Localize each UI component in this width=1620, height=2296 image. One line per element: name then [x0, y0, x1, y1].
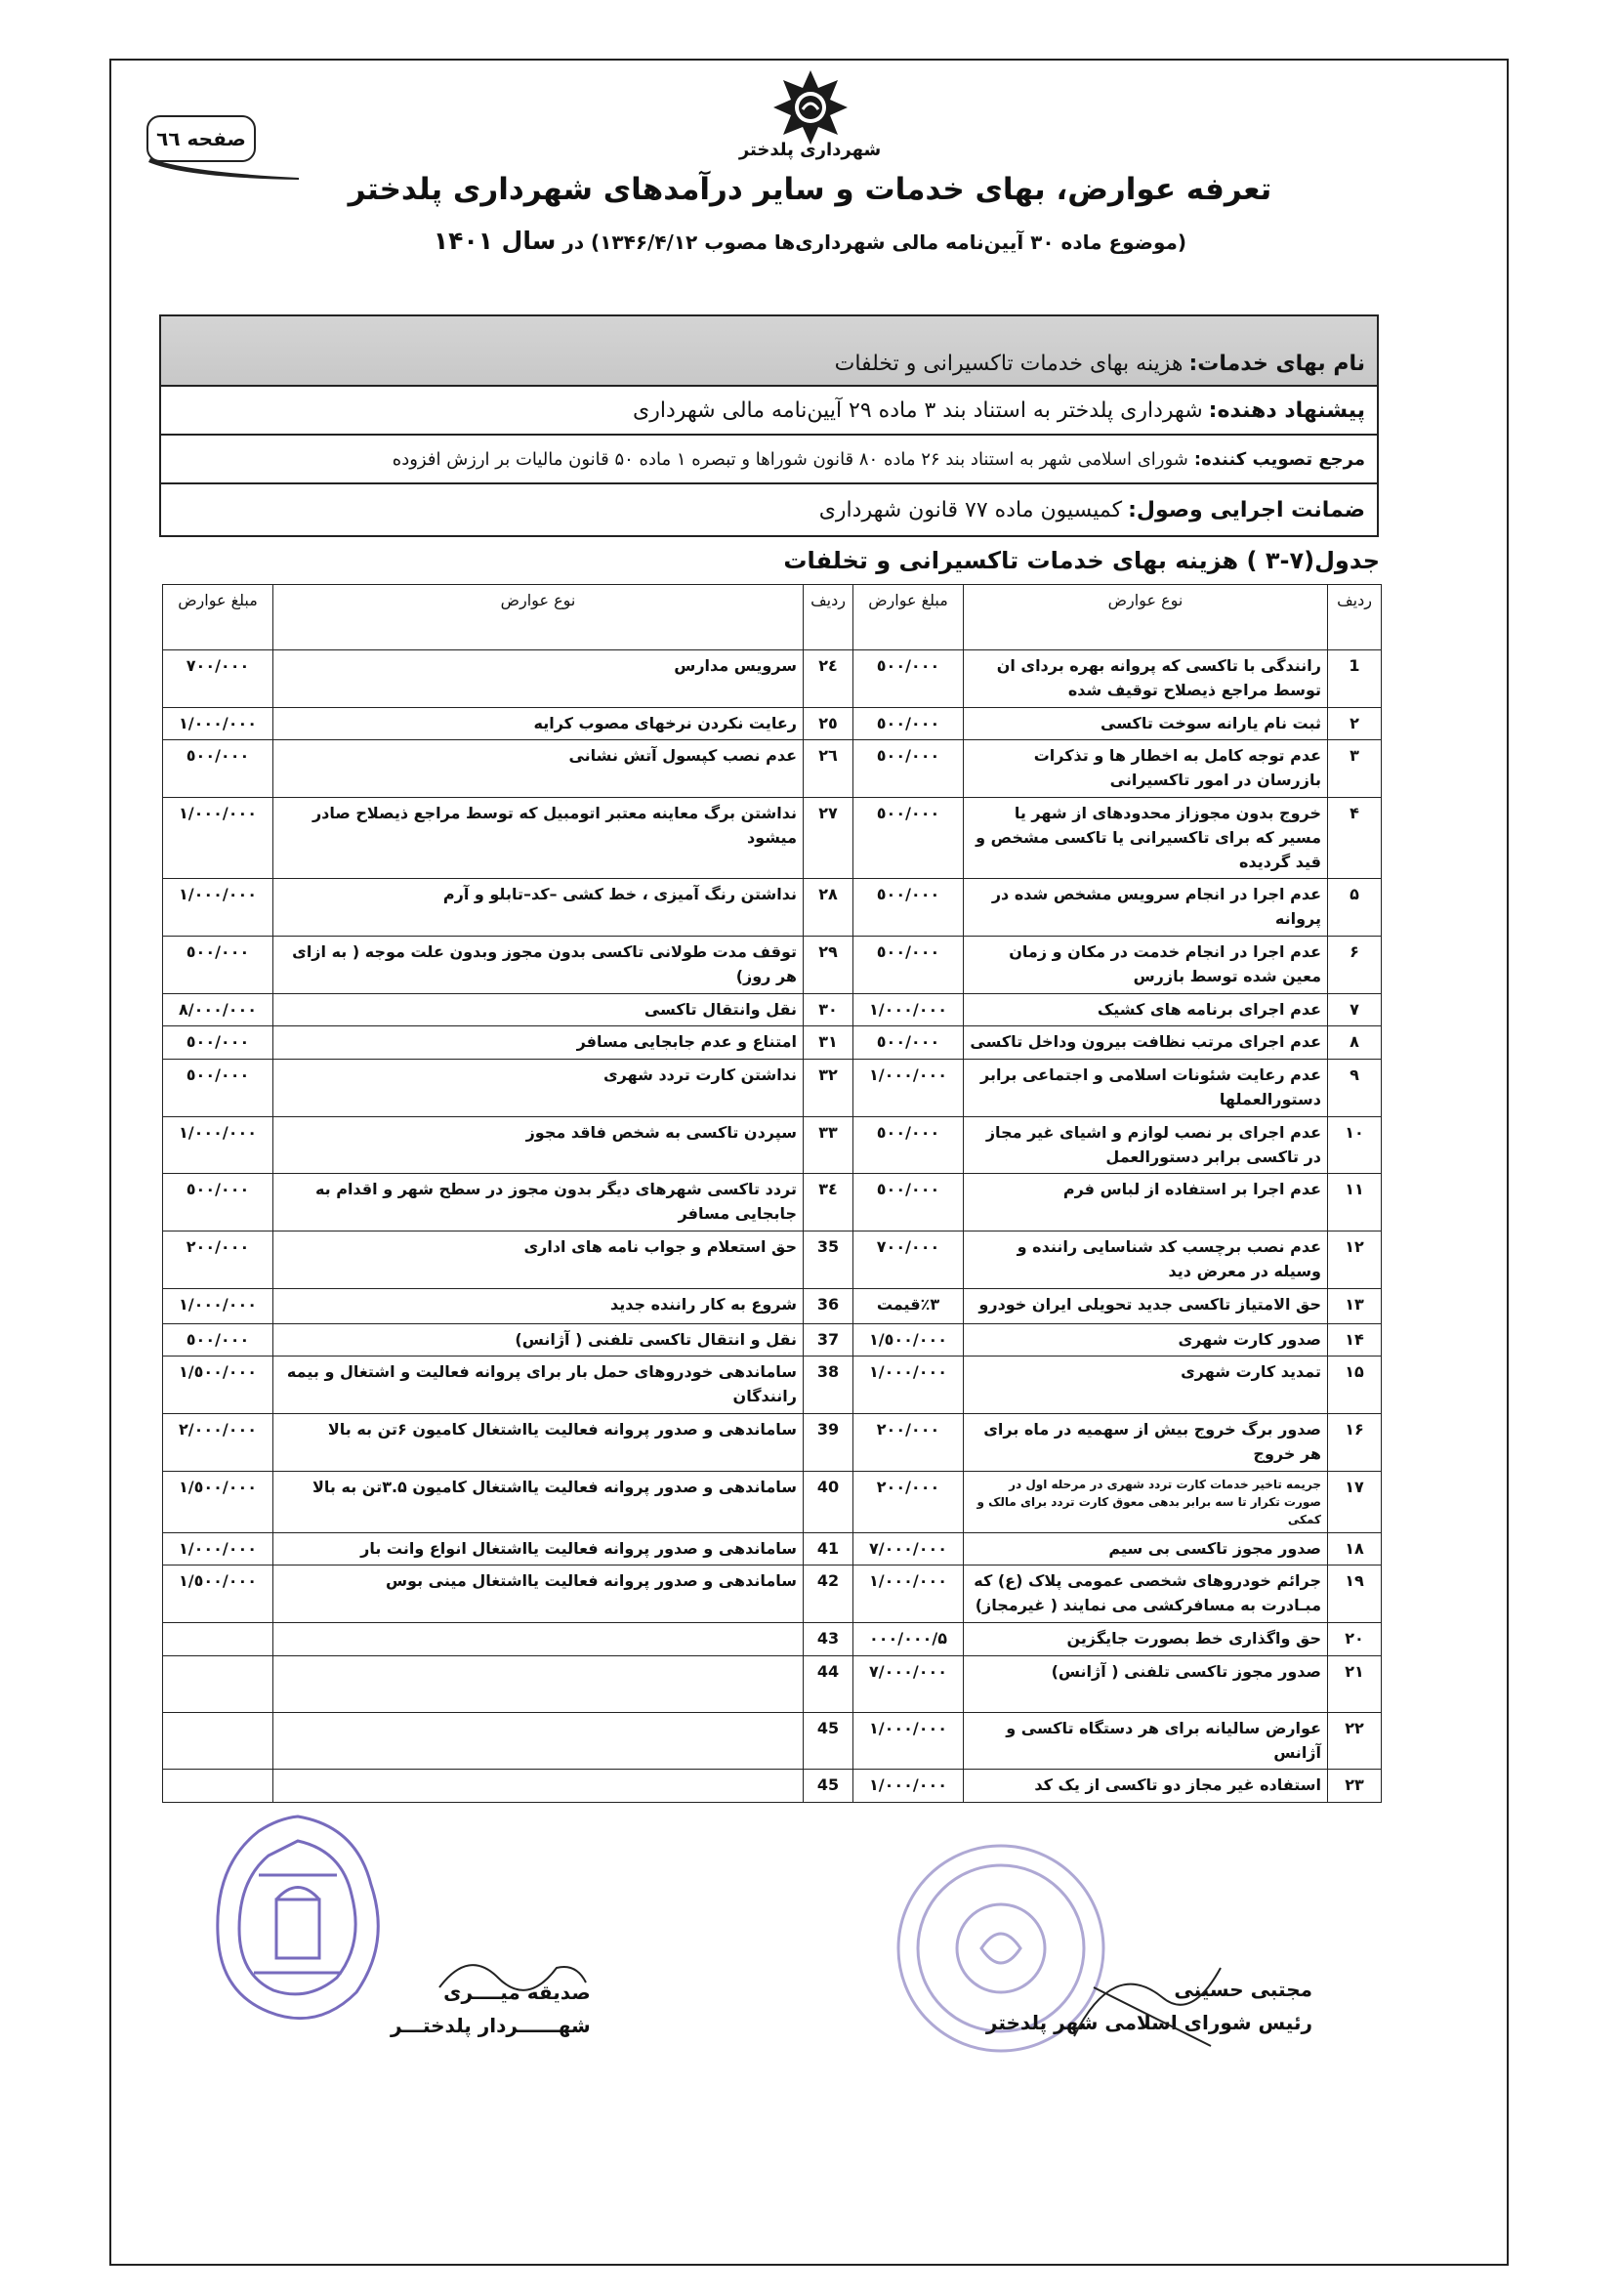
row-description: عدم اجرا بر استفاده از لباس فرم — [964, 1174, 1328, 1231]
table-row — [163, 1712, 1382, 1770]
table-header-row — [163, 585, 1382, 650]
row-number: ٣ — [1328, 740, 1382, 798]
row-number: ١٩ — [1328, 1565, 1382, 1623]
row-description: حق واگذاری خط بصورت جایگزین — [964, 1622, 1328, 1655]
row-number-2: 45 — [804, 1712, 853, 1770]
row-amount-2: ٥٠٠/٠٠٠ — [163, 740, 273, 798]
row-number: ۵ — [1328, 879, 1382, 937]
municipality-logo — [771, 68, 850, 146]
row-amount-2: ٥٠٠/٠٠٠ — [163, 1174, 273, 1231]
council-head-title: رئیس شورای اسلامی شهر پلدختر — [985, 2011, 1312, 2034]
table-row — [163, 1770, 1382, 1803]
row-description-2 — [273, 1655, 804, 1712]
row-description-2: نداشتن برگ معاینه معتبر اتومبیل که توسط مراجع ذیصلاح صادر میشود — [273, 797, 804, 878]
row-description-2 — [273, 1770, 804, 1803]
row-description-2: نداشتن رنگ آمیزی ، خط کشی –کد–تابلو و آرم — [273, 879, 804, 937]
row-amount-2: ١/٠٠٠/٠٠٠ — [163, 1116, 273, 1174]
row-fee: ٢٠٠/٠٠٠ — [853, 1471, 964, 1532]
row-number-2: ٣٤ — [804, 1174, 853, 1231]
table-row — [163, 1471, 1382, 1532]
table-row — [163, 707, 1382, 740]
row-number: ٢٠ — [1328, 1622, 1382, 1655]
row-number: ٢٢ — [1328, 1712, 1382, 1770]
table-row — [163, 879, 1382, 937]
approver-value: شورای اسلامی شهر به استناد بند ٢۶ ماده ٨٠ قانون شوراها و تبصره ١ ماده ۵٠ قانون مالیات بر ارزش افزوده — [392, 448, 1188, 470]
row-number: ٩ — [1328, 1060, 1382, 1117]
guarantee-row — [161, 484, 1377, 535]
row-number-2: 41 — [804, 1532, 853, 1565]
row-number-2: 39 — [804, 1413, 853, 1471]
row-fee: ٧٠٠/٠٠٠ — [853, 1231, 964, 1288]
document-subtitle — [0, 227, 1620, 255]
row-fee: ١/٠٠٠/٠٠٠ — [853, 1565, 964, 1623]
row-description: عدم اجرای برنامه های کشیک — [964, 993, 1328, 1026]
header-radif: ردیف — [1328, 585, 1382, 650]
row-number: ٨ — [1328, 1026, 1382, 1060]
subtitle-year: سال ١۴٠١ — [433, 227, 557, 255]
table-row — [163, 936, 1382, 993]
table-row — [163, 1655, 1382, 1712]
row-description: عدم اجرای مرتب نظافت بیرون وداخل تاکسی — [964, 1026, 1328, 1060]
row-amount-2 — [163, 1622, 273, 1655]
row-amount-2: ٥٠٠/٠٠٠ — [163, 1323, 273, 1357]
table-title: جدول(٧-٣ ) هزینه بهای خدمات تاکسیرانی و تخلفات — [783, 547, 1380, 574]
row-number-2: ٢٨ — [804, 879, 853, 937]
row-amount-2: ٥٠٠/٠٠٠ — [163, 1026, 273, 1060]
service-info-box — [159, 314, 1379, 537]
service-name-label: نام بهای خدمات: — [1188, 351, 1365, 376]
row-number: ١٢ — [1328, 1231, 1382, 1288]
row-amount-2 — [163, 1712, 273, 1770]
row-number: ۶ — [1328, 936, 1382, 993]
service-name-row — [161, 316, 1377, 387]
row-description-2: نقل و انتقال تاکسی تلفنی ( آژانس) — [273, 1323, 804, 1357]
row-amount-2: ١/٠٠٠/٠٠٠ — [163, 707, 273, 740]
table-row — [163, 1357, 1382, 1414]
row-description: خروج بدون مجوزاز محدودهای از شهر یا مسیر که برای تاکسیرانی یا تاکسی مشخص و قید گردیده — [964, 797, 1328, 878]
row-description: جریمه تاخیر خدمات کارت تردد شهری در مرحله اول در صورت تکرار تا سه برابر بدهی معوق کارت تردد برای مالک و کمکی — [964, 1471, 1328, 1532]
row-number-2: 40 — [804, 1471, 853, 1532]
row-description-2: ساماندهی و صدور پروانه فعالیت یااشتغال مینی بوس — [273, 1565, 804, 1623]
row-fee: ٧/٠٠٠/٠٠٠ — [853, 1655, 964, 1712]
row-fee: ٧/٠٠٠/٠٠٠ — [853, 1532, 964, 1565]
row-number-2: 35 — [804, 1231, 853, 1288]
table-row — [163, 1323, 1382, 1357]
row-amount-2 — [163, 1655, 273, 1712]
guarantee-value: کمیسیون ماده ٧٧ قانون شهرداری — [818, 497, 1123, 522]
service-name-value: هزینه بهای خدمات تاکسیرانی و تخلفات — [834, 351, 1184, 376]
row-description-2: نقل وانتقال تاکسی — [273, 993, 804, 1026]
row-description: جرائم خودروهای شخصی عمومی پلاک (ع) که مبـادرت به مسافرکشی می نمایند ( غیرمجاز) — [964, 1565, 1328, 1623]
row-fee: ٥٠٠/٠٠٠ — [853, 1116, 964, 1174]
row-amount-2: ١/٠٠٠/٠٠٠ — [163, 879, 273, 937]
table-row — [163, 650, 1382, 708]
row-amount-2: ١/٠٠٠/٠٠٠ — [163, 1532, 273, 1565]
row-number: ١٠ — [1328, 1116, 1382, 1174]
table-row — [163, 1622, 1382, 1655]
table-row — [163, 1532, 1382, 1565]
row-number-2: 37 — [804, 1323, 853, 1357]
row-amount-2: ٧٠٠/٠٠٠ — [163, 650, 273, 708]
row-description: تمدید کارت شهری — [964, 1357, 1328, 1414]
row-amount-2: ١/٠٠٠/٠٠٠ — [163, 1288, 273, 1323]
mayor-handwritten-signature — [430, 1939, 596, 2007]
row-description: صدور مجوز تاکسی بی سیم — [964, 1532, 1328, 1565]
row-number: ٧ — [1328, 993, 1382, 1026]
row-description-2: شروع به کار راننده جدید — [273, 1288, 804, 1323]
table-row — [163, 1116, 1382, 1174]
row-fee: ١/٠٠٠/٠٠٠ — [853, 1770, 964, 1803]
row-description-2: سپردن تاکسی به شخص فاقد مجوز — [273, 1116, 804, 1174]
row-description-2: توقف مدت طولانی تاکسی بدون مجوز وبدون علت موجه ( به ازای هر روز) — [273, 936, 804, 993]
row-number-2: ٣١ — [804, 1026, 853, 1060]
row-amount-2: ٢٠٠/٠٠٠ — [163, 1231, 273, 1288]
row-description: ثبت نام یارانه سوخت تاکسی — [964, 707, 1328, 740]
guarantee-label: ضمانت اجرایی وصول: — [1128, 497, 1365, 522]
row-amount-2: ١/٥٠٠/٠٠٠ — [163, 1565, 273, 1623]
table-row — [163, 1026, 1382, 1060]
row-description-2: سرویس مدارس — [273, 650, 804, 708]
row-number-2: 43 — [804, 1622, 853, 1655]
row-description-2: ساماندهی و صدور پروانه فعالیت یااشتغال انواع وانت بار — [273, 1532, 804, 1565]
row-number-2: 38 — [804, 1357, 853, 1414]
subtitle-text: (موضوع ماده ٣٠ آیین‌نامه مالی شهرداری‌ها مصوب ١٣۴۶/۴/١٢) در — [562, 230, 1187, 254]
row-fee: ٢٠٠/٠٠٠ — [853, 1413, 964, 1471]
row-number-2: 36 — [804, 1288, 853, 1323]
row-number: ١٣ — [1328, 1288, 1382, 1323]
row-description: حق الامتیاز تاکسی جدید تحویلی ایران خودرو — [964, 1288, 1328, 1323]
table-row — [163, 1231, 1382, 1288]
row-description-2: ساماندهی و صدور پروانه فعالیت یااشتغال کامیون ۶تن به بالا — [273, 1413, 804, 1471]
row-number-2: ٢٤ — [804, 650, 853, 708]
row-fee: ٥٠٠/٠٠٠ — [853, 1174, 964, 1231]
row-description-2: عدم نصب کپسول آتش نشانی — [273, 740, 804, 798]
row-fee: ٥٠٠/٠٠٠ — [853, 879, 964, 937]
row-number-2: 44 — [804, 1655, 853, 1712]
row-amount-2 — [163, 1770, 273, 1803]
row-number: ٢١ — [1328, 1655, 1382, 1712]
table-row — [163, 1288, 1382, 1323]
row-fee: ٥٠٠/٠٠٠ — [853, 707, 964, 740]
table-row — [163, 740, 1382, 798]
row-number: ١٨ — [1328, 1532, 1382, 1565]
row-description: عدم توجه کامل به اخطار ها و تذکرات بازرسان در امور تاکسیرانی — [964, 740, 1328, 798]
row-number-2: ٢٧ — [804, 797, 853, 878]
row-fee: ٥٠٠/٠٠٠ — [853, 1026, 964, 1060]
row-number-2: ٢٩ — [804, 936, 853, 993]
council-head-name: مجتبی حسینی — [1174, 1978, 1312, 2001]
row-amount-2: ٨/٠٠٠/٠٠٠ — [163, 993, 273, 1026]
row-amount-2: ٥٠٠/٠٠٠ — [163, 936, 273, 993]
page-number-label: صفحه ٦٦ — [156, 127, 246, 150]
row-description: استفاده غیر مجاز دو تاکسی از یک کد — [964, 1770, 1328, 1803]
row-description: صدور مجوز تاکسی تلفنی ( آژانس) — [964, 1655, 1328, 1712]
row-description: رانندگی با تاکسی که پروانه بهره بردای ان توسط مراجع ذیصلاح توقیف شده — [964, 650, 1328, 708]
row-number: ١١ — [1328, 1174, 1382, 1231]
row-amount-2: ١/٥٠٠/٠٠٠ — [163, 1471, 273, 1532]
mayor-title: شهــــــردار پلدختـــر — [391, 2014, 591, 2037]
row-description-2: تردد تاکسی شهرهای دیگر بدون مجوز در سطح شهر و اقدام به جابجایی مسافر — [273, 1174, 804, 1231]
row-number-2: 42 — [804, 1565, 853, 1623]
row-fee: ٥٠٠/٠٠٠ — [853, 650, 964, 708]
row-amount-2: ١/٠٠٠/٠٠٠ — [163, 797, 273, 878]
council-handwritten-signature — [1055, 1929, 1240, 2056]
table-row — [163, 1174, 1382, 1231]
row-fee: ١/٠٠٠/٠٠٠ — [853, 1357, 964, 1414]
row-number-2: 45 — [804, 1770, 853, 1803]
proposer-label: پیشنهاد دهنده: — [1208, 397, 1365, 423]
row-number-2: ٣٠ — [804, 993, 853, 1026]
table-body — [163, 650, 1382, 1803]
approver-row — [161, 436, 1377, 484]
proposer-value: شهرداری پلدختر به استناد بند ٣ ماده ٢٩ آیین‌نامه مالی شهرداری — [633, 397, 1203, 423]
row-number: ٢٣ — [1328, 1770, 1382, 1803]
row-number: ۴ — [1328, 797, 1382, 878]
approver-label: مرجع تصویب کننده: — [1193, 448, 1365, 470]
row-number: ٢ — [1328, 707, 1382, 740]
row-fee: ١/٠٠٠/٠٠٠ — [853, 1060, 964, 1117]
tariff-table — [162, 584, 1382, 1803]
row-description-2: حق استعلام و جواب نامه های اداری — [273, 1231, 804, 1288]
row-fee: ٥٠٠/٠٠٠ — [853, 740, 964, 798]
document-title: تعرفه عوارض، بهای خدمات و سایر درآمدهای شهرداری پلدختر — [348, 172, 1272, 207]
row-description-2: امتناع و عدم جابجایی مسافر — [273, 1026, 804, 1060]
row-description-2: ساماندهی و صدور پروانه فعالیت یااشتغال کامیون ٣.۵تن به بالا — [273, 1471, 804, 1532]
row-description-2: رعایت نکردن نرخهای مصوب کرایه — [273, 707, 804, 740]
row-amount-2: ٥٠٠/٠٠٠ — [163, 1060, 273, 1117]
row-number: ١۶ — [1328, 1413, 1382, 1471]
row-fee: ١/٠٠٠/٠٠٠ — [853, 1712, 964, 1770]
row-description-2 — [273, 1622, 804, 1655]
mayor-name: صدیقه میــــری — [443, 1981, 591, 2004]
row-number: ١۵ — [1328, 1357, 1382, 1414]
row-fee: ٣٪قیمت — [853, 1288, 964, 1323]
header-radif-2: ردیف — [804, 585, 853, 650]
row-description: عدم اجرای بر نصب لوازم و اشیای غیر مجاز در تاکسی برابر دستورالعمل — [964, 1116, 1328, 1174]
municipality-stamp — [200, 1807, 395, 2041]
header-type: نوع عوارض — [964, 585, 1328, 650]
row-description-2: نداشتن کارت تردد شهری — [273, 1060, 804, 1117]
header-type-2: نوع عوارض — [273, 585, 804, 650]
municipality-name: شهرداری پلدختر — [738, 140, 882, 160]
header-fee: مبلغ عوارض — [853, 585, 964, 650]
table-row — [163, 797, 1382, 878]
row-description: عدم اجرا در انجام سرویس مشخص شده در پروانه — [964, 879, 1328, 937]
row-description: عوارض سالیانه برای هر دستگاه تاکسی و آژانس — [964, 1712, 1328, 1770]
row-fee: ١/٥٠٠/٠٠٠ — [853, 1323, 964, 1357]
row-description: عدم نصب برچسب کد شناسایی راننده و وسیله در معرض دید — [964, 1231, 1328, 1288]
row-amount-2: ١/٥٠٠/٠٠٠ — [163, 1357, 273, 1414]
row-fee: ٥٠٠/٠٠٠ — [853, 797, 964, 878]
row-number: ١٧ — [1328, 1471, 1382, 1532]
row-number: 1 — [1328, 650, 1382, 708]
table-row — [163, 1565, 1382, 1623]
row-description-2: ساماندهی خودروهای حمل بار برای پروانه فعالیت و اشتغال و بیمه رانندگان — [273, 1357, 804, 1414]
row-number-2: ٣٢ — [804, 1060, 853, 1117]
row-number: ١۴ — [1328, 1323, 1382, 1357]
row-fee: ۵/٠٠٠/٠٠٠ — [853, 1622, 964, 1655]
row-amount-2: ٢/٠٠٠/٠٠٠ — [163, 1413, 273, 1471]
row-description: عدم اجرا در انجام خدمت در مکان و زمان معین شده توسط بازرس — [964, 936, 1328, 993]
row-number-2: ٢٥ — [804, 707, 853, 740]
row-description-2 — [273, 1712, 804, 1770]
header-amount-2: مبلغ عوارض — [163, 585, 273, 650]
row-fee: ١/٠٠٠/٠٠٠ — [853, 993, 964, 1026]
table-row — [163, 1060, 1382, 1117]
table-row — [163, 993, 1382, 1026]
row-description: صدور کارت شهری — [964, 1323, 1328, 1357]
table-row — [163, 1413, 1382, 1471]
row-description: عدم رعایت شئونات اسلامی و اجتماعی برابر دستورالعملها — [964, 1060, 1328, 1117]
row-number-2: ٣٣ — [804, 1116, 853, 1174]
proposer-row — [161, 387, 1377, 436]
row-number-2: ٢٦ — [804, 740, 853, 798]
row-description: صدور برگ خروج بیش از سهمیه در ماه برای هر خروج — [964, 1413, 1328, 1471]
row-fee: ٥٠٠/٠٠٠ — [853, 936, 964, 993]
